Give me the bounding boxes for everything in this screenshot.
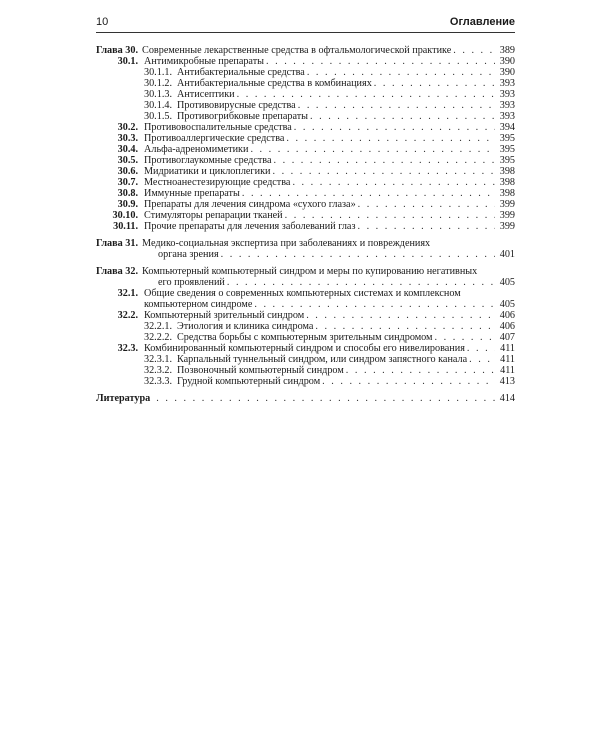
toc-chapter-31 [96, 238, 515, 249]
page-ref: 398 [499, 166, 515, 177]
page-ref: 411 [500, 365, 515, 376]
chapter-title: Современные лекарственные средства в офтальмологической практике [142, 45, 452, 56]
literature-label: Литература [96, 393, 151, 404]
entry-number: 30.1. [117, 56, 138, 67]
toc-entry [96, 210, 515, 221]
page-ref: 393 [499, 89, 515, 100]
entry-title-line2: компьютерном синдроме [144, 299, 253, 310]
entry-title: Этиология и клиника синдрома [177, 321, 314, 332]
entry-number: 30.1.2. [143, 78, 172, 89]
page-ref: 399 [499, 210, 515, 221]
page-ref: 413 [499, 376, 515, 387]
leader-dots [250, 144, 495, 155]
entry-title: Противоаллергические средства [144, 133, 285, 144]
leader-dots [254, 299, 495, 310]
page-ref: 393 [499, 78, 515, 89]
entry-title: Иммунные препараты [144, 188, 240, 199]
leader-dots [286, 133, 495, 144]
chapter-label: Глава 31. [96, 238, 139, 249]
toc-chapter-31-cont [96, 249, 515, 260]
toc-entry [96, 199, 515, 210]
entry-title: Карпальный туннельный синдром, или синдром запястного канала [177, 354, 468, 365]
toc-entry [96, 89, 515, 100]
page-ref: 411 [500, 343, 515, 354]
toc-chapter-32-cont [96, 277, 515, 288]
toc-entry [96, 100, 515, 111]
leader-dots [237, 89, 495, 100]
toc-entry [96, 122, 515, 133]
toc-entry [96, 78, 515, 89]
leader-dots [467, 343, 495, 354]
entry-title: Противовирусные средства [177, 100, 296, 111]
toc-entry [96, 133, 515, 144]
entry-number: 30.5. [117, 155, 138, 166]
toc-entry [96, 166, 515, 177]
leader-dots [285, 210, 495, 221]
running-title: Оглавление [449, 16, 515, 28]
toc-entry [96, 177, 515, 188]
page-ref: 390 [499, 56, 515, 67]
page-number: 10 [96, 16, 109, 28]
chapter-title-line1: Компьютерный компьютерный синдром и меры по купированию негативных [142, 266, 478, 277]
leader-dots [357, 221, 495, 232]
entry-number: 32.3. [117, 343, 138, 354]
page-ref: 393 [499, 111, 515, 122]
page-ref: 394 [499, 122, 515, 133]
entry-number: 30.4. [117, 144, 138, 155]
chapter-title-line2: органа зрения [158, 249, 219, 260]
leader-dots [227, 277, 495, 288]
leader-dots [453, 45, 495, 56]
leader-dots [435, 332, 495, 343]
entry-title: Антисептики [177, 89, 235, 100]
entry-number: 32.1. [117, 288, 138, 299]
entry-title: Прочие препараты для лечения заболеваний глаз [144, 221, 356, 232]
page-ref: 399 [499, 221, 515, 232]
leader-dots [346, 365, 495, 376]
page-ref: 389 [499, 45, 515, 56]
entry-title: Средства борьбы с компьютерным зрительным синдромом [177, 332, 433, 343]
entry-number: 30.1.3. [143, 89, 172, 100]
page-ref: 393 [499, 100, 515, 111]
entry-title: Альфа-адреномиметики [144, 144, 249, 155]
entry-title: Компьютерный зрительный синдром [144, 310, 305, 321]
leader-dots [469, 354, 495, 365]
toc-entry [96, 111, 515, 122]
leader-dots [292, 177, 495, 188]
toc-chapter-30 [96, 45, 515, 56]
entry-number: 32.3.1. [143, 354, 172, 365]
toc-entry [96, 144, 515, 155]
entry-title: Грудной компьютерный синдром [177, 376, 321, 387]
chapter-label: Глава 32. [96, 266, 139, 277]
entry-number: 30.8. [117, 188, 138, 199]
entry-number: 30.9. [117, 199, 138, 210]
toc-entry [96, 56, 515, 67]
toc-entry [96, 365, 515, 376]
leader-dots [266, 56, 495, 67]
entry-number: 32.2.1. [143, 321, 172, 332]
entry-title: Противогрибковые препараты [177, 111, 308, 122]
entry-title-line1: Общие сведения о современных компьютерных системах и комплексном [144, 288, 461, 299]
entry-number: 30.3. [117, 133, 138, 144]
toc-entry-cont [96, 299, 515, 310]
entry-title: Местноанестезирующие средства [144, 177, 291, 188]
entry-title: Антибактериальные средства в комбинациях [177, 78, 372, 89]
toc-entry [96, 310, 515, 321]
toc-entry [96, 188, 515, 199]
chapter-title-line1: Медико-социальная экспертиза при заболеваниях и повреждениях [142, 238, 431, 249]
page-ref: 398 [499, 188, 515, 199]
chapter-label: Глава 30. [96, 45, 139, 56]
entry-number: 32.2.2. [143, 332, 172, 343]
page-ref: 405 [499, 277, 515, 288]
entry-number: 30.11. [113, 221, 138, 232]
entry-number: 30.2. [117, 122, 138, 133]
entry-title: Противовоспалительные средства [144, 122, 292, 133]
table-of-contents [96, 45, 515, 404]
toc-entry [96, 321, 515, 332]
entry-number: 30.10. [112, 210, 138, 221]
leader-dots [294, 122, 495, 133]
entry-number: 30.7. [117, 177, 138, 188]
leader-dots [307, 67, 495, 78]
leader-dots [315, 321, 495, 332]
entry-number: 32.2. [117, 310, 138, 321]
leader-dots [358, 199, 495, 210]
page-ref: 411 [500, 354, 515, 365]
entry-number: 30.1.4. [143, 100, 172, 111]
entry-number: 30.1.5. [143, 111, 172, 122]
page-ref: 407 [499, 332, 515, 343]
page-ref: 406 [499, 310, 515, 321]
page-header [96, 16, 515, 36]
entry-title: Позвоночный компьютерный синдром [177, 365, 344, 376]
page-ref: 414 [499, 393, 515, 404]
entry-number: 30.1.1. [143, 67, 172, 78]
entry-title: Мидриатики и циклоплегики [144, 166, 271, 177]
page-ref: 401 [499, 249, 515, 260]
entry-title: Противоглаукомные средства [144, 155, 272, 166]
toc-entry [96, 376, 515, 387]
entry-title: Стимуляторы репарации тканей [144, 210, 283, 221]
toc-literature [96, 393, 515, 404]
entry-title: Антимикробные препараты [144, 56, 264, 67]
leader-dots [156, 393, 495, 404]
toc-entry [96, 155, 515, 166]
leader-dots [272, 166, 495, 177]
leader-dots [322, 376, 495, 387]
leader-dots [221, 249, 495, 260]
page-ref: 390 [499, 67, 515, 78]
entry-title: Комбинированный компьютерный синдром и способы его нивелирования [144, 343, 465, 354]
toc-entry [96, 67, 515, 78]
header-rule [96, 32, 515, 33]
page-ref: 406 [499, 321, 515, 332]
leader-dots [298, 100, 495, 111]
leader-dots [310, 111, 495, 122]
entry-number: 32.3.3. [143, 376, 172, 387]
leader-dots [374, 78, 495, 89]
chapter-title-line2: его проявлений [158, 277, 225, 288]
leader-dots [242, 188, 495, 199]
page-ref: 395 [499, 133, 515, 144]
page-ref: 395 [499, 155, 515, 166]
leader-dots [306, 310, 495, 321]
toc-entry [96, 288, 515, 299]
toc-chapter-32 [96, 266, 515, 277]
entry-title: Антибактериальные средства [177, 67, 305, 78]
entry-number: 32.3.2. [143, 365, 172, 376]
entry-number: 30.6. [117, 166, 138, 177]
page-ref: 398 [499, 177, 515, 188]
entry-title: Препараты для лечения синдрома «сухого глаза» [144, 199, 356, 210]
page-ref: 399 [499, 199, 515, 210]
toc-entry [96, 221, 515, 232]
toc-entry [96, 354, 515, 365]
page-ref: 395 [499, 144, 515, 155]
page-ref: 405 [499, 299, 515, 310]
toc-entry [96, 332, 515, 343]
toc-entry [96, 343, 515, 354]
leader-dots [274, 155, 496, 166]
